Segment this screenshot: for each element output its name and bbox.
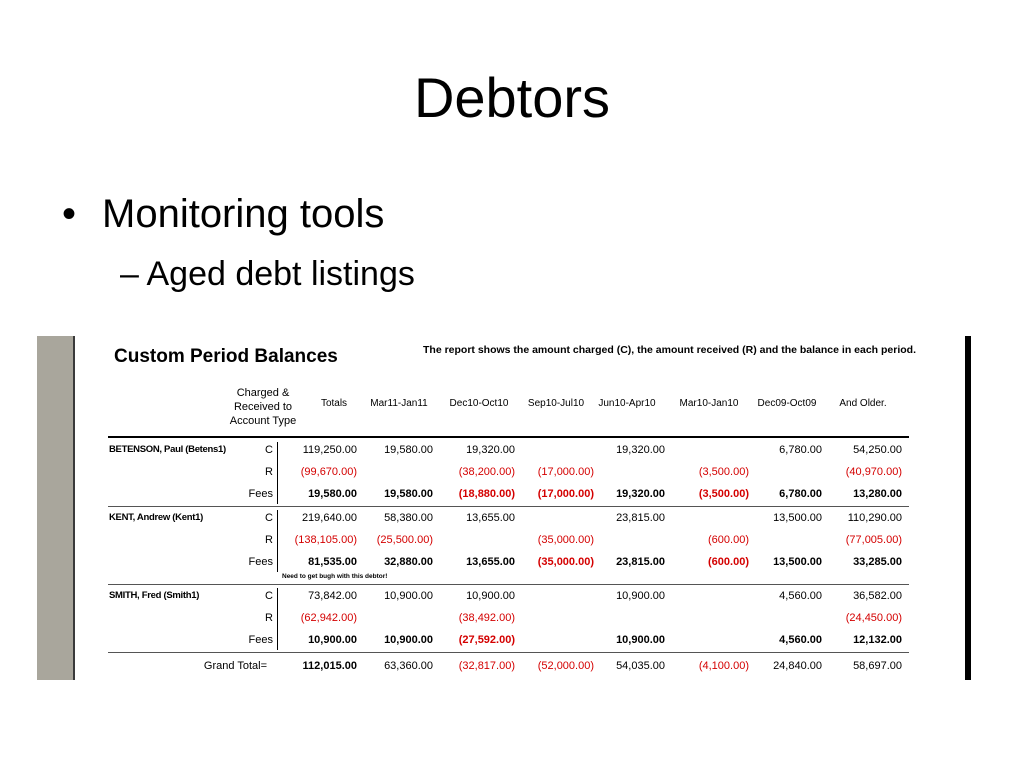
row-type-label: R [265, 466, 273, 478]
table-cell: 6,780.00 [779, 444, 822, 456]
debtor-divider [108, 506, 909, 507]
row-type-label: Fees [248, 488, 273, 500]
table-cell: 13,500.00 [773, 512, 822, 524]
table-cell: 110,290.00 [847, 512, 902, 524]
table-cell: 81,535.00 [308, 556, 357, 568]
debtor-name: SMITH, Fred (Smith1) [109, 590, 200, 601]
row-type-label: C [265, 590, 273, 602]
column-header: Totals [320, 398, 348, 409]
table-cell: 19,320.00 [616, 488, 665, 500]
column-header: Mar11-Jan11 [370, 398, 428, 409]
table-cell: (35,000.00) [537, 534, 594, 546]
row-type-label: R [265, 534, 273, 546]
bullet-monitoring-tools [62, 188, 384, 240]
debtor-comment: Need to get bugh with this debtor! [282, 573, 388, 580]
table-cell: 119,250.00 [302, 444, 357, 456]
table-cell: 19,580.00 [384, 444, 433, 456]
table-cell: (3,500.00) [698, 466, 749, 478]
debtor-name: KENT, Andrew (Kent1) [109, 512, 203, 523]
table-cell: (38,492.00) [458, 612, 515, 624]
slide-title: Debtors [413, 66, 611, 129]
table-cell: 10,900.00 [308, 634, 357, 646]
sub-bullet-aged-debt: – Aged debt listings [120, 255, 415, 293]
table-cell: (38,200.00) [458, 466, 515, 478]
table-cell: 23,815.00 [616, 556, 665, 568]
table-cell: 19,320.00 [616, 444, 665, 456]
table-cell: (40,970.00) [845, 466, 902, 478]
table-cell: 36,582.00 [853, 590, 902, 602]
table-cell: (3,500.00) [698, 488, 749, 500]
column-header: Mar10-Jan10 [679, 398, 739, 409]
table-cell: (600.00) [708, 534, 749, 546]
report-image [37, 336, 973, 680]
table-cell: 32,880.00 [384, 556, 433, 568]
table-cell: (27,592.00) [458, 634, 515, 646]
type-separator [277, 442, 278, 504]
report-right-border [965, 336, 971, 680]
report-left-border [73, 336, 75, 680]
table-cell: 10,900.00 [384, 590, 433, 602]
report-description: The report shows the amount charged (C), the amount received (R) and the balance in each period. [423, 344, 916, 356]
table-cell: 73,842.00 [308, 590, 357, 602]
grand-total-label: Grand Total= [203, 660, 267, 672]
report-left-band [37, 336, 73, 680]
table-cell: 33,285.00 [853, 556, 902, 568]
table-cell: (35,000.00) [537, 556, 594, 568]
table-cell: 23,815.00 [616, 512, 665, 524]
grand-total-cell: 112,015.00 [302, 660, 357, 672]
table-cell: (25,500.00) [376, 534, 433, 546]
table-cell: (99,670.00) [300, 466, 357, 478]
table-cell: 4,560.00 [779, 634, 822, 646]
column-header: And Older. [839, 398, 887, 409]
row-type-label: C [265, 512, 273, 524]
table-cell: (17,000.00) [537, 488, 594, 500]
table-cell: 13,280.00 [853, 488, 902, 500]
table-cell: 10,900.00 [616, 590, 665, 602]
table-cell: (18,880.00) [458, 488, 515, 500]
bullet-dot-icon: • [62, 192, 77, 236]
column-header: Sep10-Jul10 [527, 398, 585, 409]
table-cell: (77,005.00) [845, 534, 902, 546]
row-type-label: C [265, 444, 273, 456]
table-cell: 19,580.00 [308, 488, 357, 500]
table-cell: 12,132.00 [853, 634, 902, 646]
table-cell: 10,900.00 [466, 590, 515, 602]
table-cell: 10,900.00 [616, 634, 665, 646]
debtor-divider [108, 584, 909, 585]
bullet-text: Monitoring tools [102, 192, 385, 236]
table-cell: (600.00) [708, 556, 749, 568]
column-header: Dec10-Oct10 [449, 398, 509, 409]
table-cell: 13,655.00 [466, 512, 515, 524]
grand-total-cell: (4,100.00) [698, 660, 749, 672]
table-cell: (24,450.00) [845, 612, 902, 624]
table-cell: 219,640.00 [301, 512, 357, 524]
table-cell: 6,780.00 [779, 488, 822, 500]
table-cell: 4,560.00 [779, 590, 822, 602]
header-rule [108, 436, 909, 438]
debtor-divider [108, 652, 909, 653]
type-separator [277, 510, 278, 572]
grand-total-cell: 54,035.00 [616, 660, 665, 672]
grand-total-cell: 63,360.00 [384, 660, 433, 672]
row-type-label: R [265, 612, 273, 624]
table-cell: (17,000.00) [537, 466, 594, 478]
table-cell: 19,320.00 [466, 444, 515, 456]
table-cell: 58,380.00 [384, 512, 433, 524]
type-separator [277, 588, 278, 650]
report-title: Custom Period Balances [114, 346, 338, 367]
table-cell: 10,900.00 [384, 634, 433, 646]
table-cell: 13,655.00 [466, 556, 515, 568]
table-cell: 13,500.00 [773, 556, 822, 568]
table-cell: 54,250.00 [853, 444, 902, 456]
table-cell: (138,105.00) [294, 534, 357, 546]
column-header: Jun10-Apr10 [598, 398, 656, 409]
row-type-label: Fees [248, 634, 273, 646]
debtor-name: BETENSON, Paul (Betens1) [109, 444, 226, 455]
column-header: Dec09-Oct09 [757, 398, 817, 409]
row-type-label: Fees [248, 556, 273, 568]
table-cell: (62,942.00) [300, 612, 357, 624]
grand-total-cell: 24,840.00 [773, 660, 822, 672]
grand-total-cell: (32,817.00) [458, 660, 515, 672]
grand-total-cell: 58,697.00 [853, 660, 902, 672]
table-cell: 19,580.00 [384, 488, 433, 500]
grand-total-cell: (52,000.00) [537, 660, 594, 672]
header-charged-received: Charged & Received to Account Type [229, 387, 297, 427]
